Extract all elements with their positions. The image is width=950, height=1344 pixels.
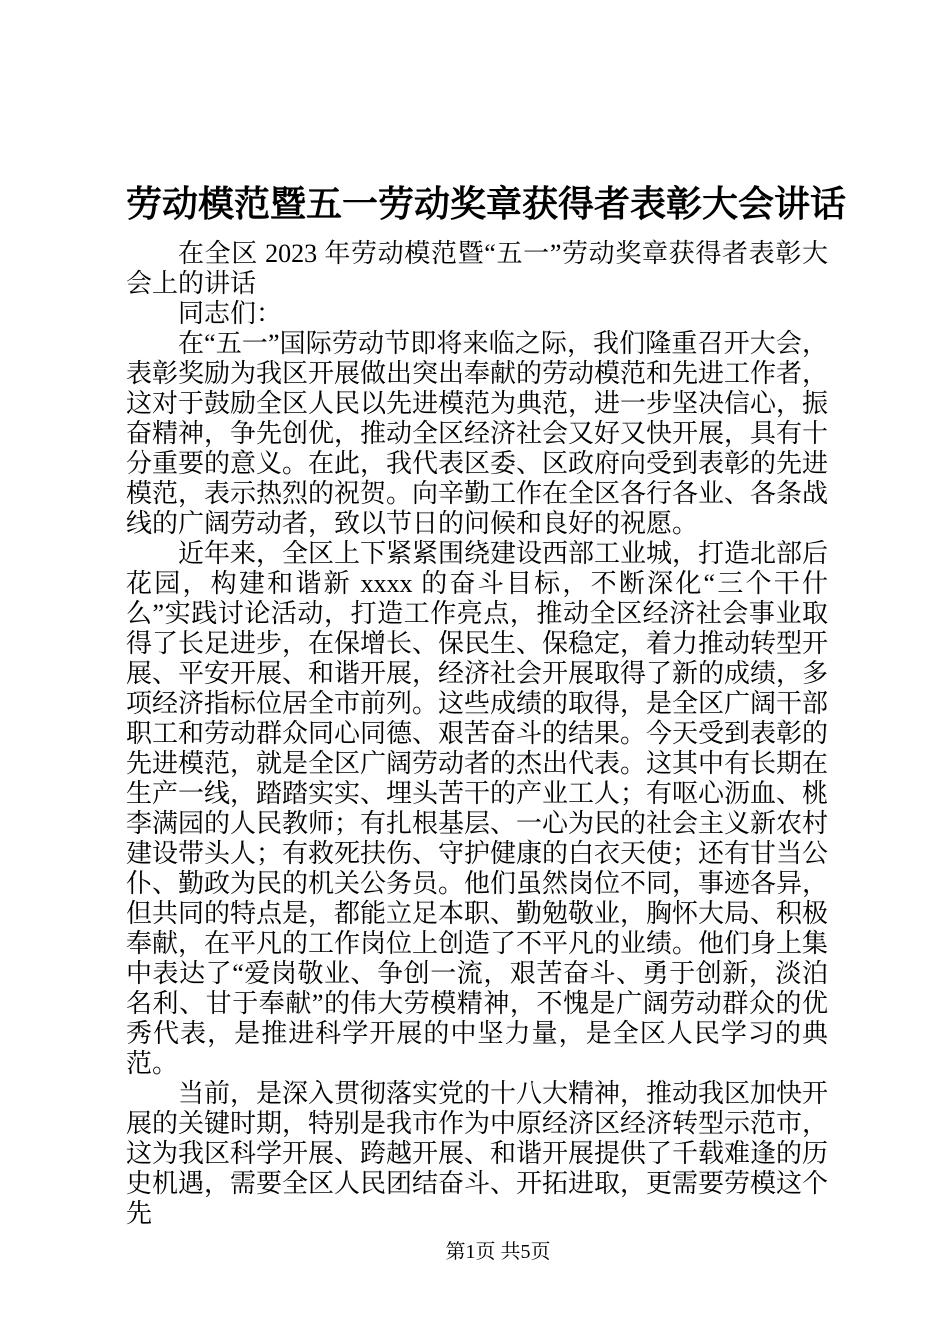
paragraph-body-2: 近年来，全区上下紧紧围绕建设西部工业城，打造北部后花园，构建和谐新 xxxx 的奋斗目标，不断深化“三个干什么”实践讨论活动，打造工作亮点，推动全区经济社会事业取得了长足进步，在保增长、保民生、保稳定，着力推动转型开展、平安开展、和谐开展，经济社会开展取得了新的成绩，多项经济指标位居全市前列。这些成绩的取得，是全区广阔干部职工和劳动群众同心同德、艰苦奋斗的结果。今天受到表彰的先进模范，就是全区广阔劳动者的杰出代表。这其中有长期在生产一线，踏踏实实、埋头苦干的产业工人；有呕心沥血、桃李满园的人民教师；有扎根基层、一心为民的社会主义新农村建设带头人；有救死扶伤、守护健康的白衣天使；还有甘当公仆、勤政为民的机关公务员。他们虽然岗位不同，事迹各异，但共同的特点是，都能立足本职、勤勉敬业，胸怀大局、积极奉献，在平凡的工作岗位上创造了不平凡的业绩。他们身上集中表达了“爱岗敬业、争创一流，艰苦奋斗、勇于创新，淡泊名利、甘于奉献”的伟大劳模精神，不愧是广阔劳动群众的优秀代表，是推进科学开展的中坚力量，是全区人民学习的典范。 bbox=[126, 539, 829, 1078]
page-number-label: 第1页 共5页 bbox=[445, 1241, 551, 1263]
page-footer bbox=[0, 1238, 950, 1266]
paragraph-body-3: 当前，是深入贯彻落实党的十八大精神，推动我区加快开展的关键时期，特别是我市作为中原经济区经济转型示范市，这为我区科学开展、跨越开展、和谐开展提供了千载难逢的历史机遇，需要全区人民团结奋斗、开拓进取，更需要劳模这个先 bbox=[126, 1079, 829, 1228]
paragraph-body-1: 在“五一”国际劳动节即将来临之际，我们隆重召开大会，表彰奖励为我区开展做出突出奉献的劳动模范和先进工作者，这对于鼓励全区人民以先进模范为典范，进一步坚决信心，振奋精神，争先创优，推动全区经济社会又好又快开展，具有十分重要的意义。在此，我代表区委、区政府向受到表彰的先进模范，表示热烈的祝贺。向辛勤工作在全区各行各业、各条战线的广阔劳动者，致以节日的问候和良好的祝愿。 bbox=[126, 329, 829, 538]
paragraph-salutation: 同志们： bbox=[178, 299, 283, 328]
paragraph-subtitle: 在全区 2023 年劳动模范暨“五一”劳动奖章获得者表彰大会上的讲话 bbox=[126, 239, 828, 298]
document-title: 劳动模范暨五一劳动奖章获得者表彰大会讲话 bbox=[126, 183, 847, 224]
document-content bbox=[126, 180, 847, 1229]
